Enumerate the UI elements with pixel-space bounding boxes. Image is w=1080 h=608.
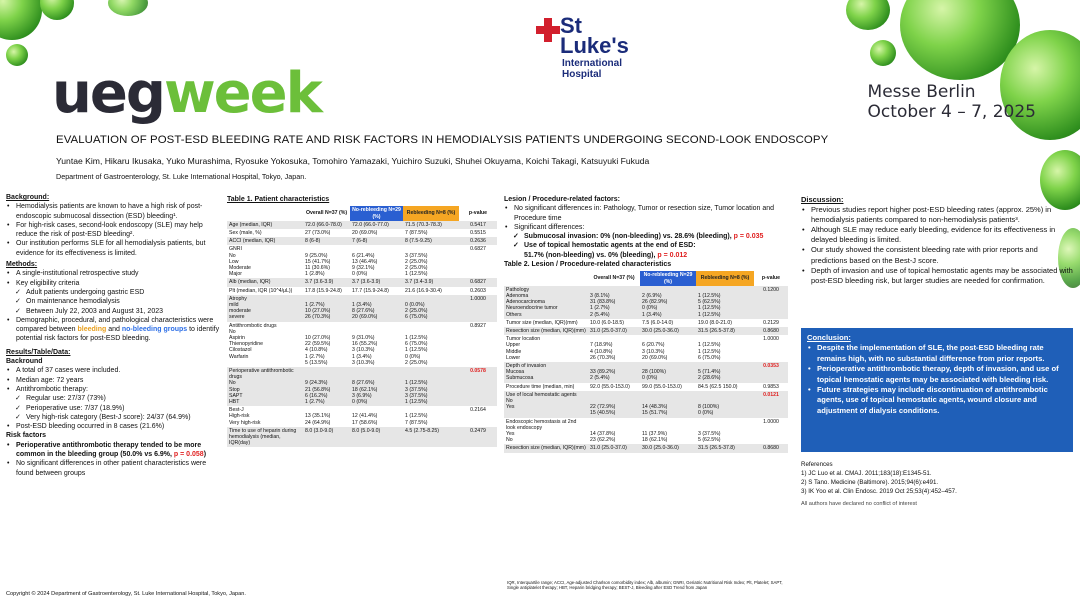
table1-cell: 8 (27.6%) 18 (62.1%) 3 (6.9%) 0 (0%) [350,367,403,406]
no-bleeding-highlight: no-bleeding groups [121,326,188,334]
table2-cell: 0.2129 [763,319,779,326]
table2-cell: 0.0121 [754,391,788,418]
table1-cell: 0.2603 [470,287,486,294]
table1-caption: Table 1. Patient characteristics [227,196,330,203]
venue-city: Messe Berlin [867,82,976,102]
table1-header: Rebleeding N=8 (%) [403,206,459,220]
results-item: • Post-ESD bleeding occurred in 8 cases (21.6%) [6,422,220,431]
results-item: • Median age: 72 years [6,376,220,385]
venue-info [868,82,1036,122]
table1-row [227,406,497,427]
table1-cell: 9 (24.3%) 21 (56.8%) 6 (16.2%) 1 (2.7%) [303,367,350,406]
results-heading: Results/Table/Data: [6,348,71,356]
table2-cell: 8 (100%) 0 (0%) [696,391,754,418]
table2-cell: 11 (37.9%) 18 (62.1%) [642,431,668,444]
left-column [6,193,220,478]
table2-cell: 0.8680 [754,327,788,335]
p-value-highlight: p = 0.058 [173,451,204,459]
conclusion-box [801,328,1073,452]
table2-cell: 1.0000 [763,336,779,343]
table2-cell: Pathology Adenoma Adenocarcinoma Neuroendocrine tumor Others [504,286,588,319]
conclusion-heading: Conclusion: [807,333,851,342]
table1-cell: 72.0 (66.0-77.0) [350,221,403,229]
table1-cell: 0.6827 [470,246,486,253]
background-item: • Our institution performs SLE for all hemodialysis patients, but evidence for its effectiveness is limited. [6,239,220,258]
discussion-heading: Discussion: [801,195,844,204]
table1-cell: 1 (2.7%) 10 (27.0%) 26 (70.3%) [303,295,350,322]
table2-cell: Use of local hemostatic agents No Yes [504,391,588,418]
table1-cell: 13 (35.1%) 24 (64.9%) [305,413,331,426]
table1-cell: 8.0 (3.0-9.0) [303,427,350,448]
decorative-virus-topright-5 [870,40,896,66]
table2-cell: 1 (12.5%) 5 (62.5%) 1 (12.5%) 1 (12.5%) [696,286,754,319]
copyright: Copyright © 2024 Department of Gastroenterology, St. Luke International Hospital, Tokyo, Japan. [6,591,246,597]
table2-row [504,362,788,383]
table1-cell: 1 (12.5%) 3 (37.5%) 3 (37.5%) 1 (12.5%) [403,367,459,406]
decorative-virus-topright-4 [846,0,890,30]
table2-row [504,391,788,418]
table1-cell: 17.8 (15.9-24.8) [305,287,342,294]
table2-header: Overall N=37 (%) [588,271,640,285]
table1-block [227,195,497,447]
table2-cell: 0.1200 [754,286,788,319]
table2-header: p-value [754,271,788,285]
background-heading: Background: [6,194,50,201]
table2-cell: 84.5 (62.5 150.0) [698,383,738,390]
table1-header: Overall N=37 (%) [303,206,350,220]
table2-cell: Resection size (median, IQR)(mm) [504,327,588,335]
table2-cell: Procedure time (median, min) [506,383,575,390]
table2-cell: Tumor location Upper Middle Lower [506,336,541,361]
table1 [227,206,497,447]
discussion-item: • Although SLE may reduce early bleeding, evidence for its effectiveness in delayed bleeding is limited. [801,225,1073,245]
table1-row [227,229,497,237]
reference-item: 3) IK Yoo et al. Clin Endosc. 2019 Oct 25;53(4):452–457. [801,488,957,495]
table2-cell: 19.0 (8.0-21.0) [698,319,733,326]
table1-cell: 1 (12.5%) 6 (75.0%) 1 (12.5%) 0 (0%) 2 (25.0%) [405,334,428,366]
table2-cell: 1.0000 [763,418,779,425]
table1-cell: 7 (87.5%) [405,229,428,236]
table1-cell: 21.6 (16.9-30.4) [405,287,442,294]
table2-row [504,319,788,327]
decorative-virus-topleft-4 [108,0,148,16]
table2 [504,271,788,452]
table2-cell: 33 (89.2%) 2 (5.4%) [588,362,640,383]
table1-row [227,278,497,286]
reference-item: 2) S Tano. Medicine (Baltimore). 2015;94(6):e491. [801,479,939,486]
table2-row [504,327,788,335]
table1-cell: Perioperative antithrombotic drugs No Stop SAPT HBT [227,367,303,406]
methods-subitem: ✓ Between July 22, 2003 and August 31, 2023 [6,307,220,316]
lesion-subitem-cont: 51.7% (non-bleeding) vs. 0% (bleeding), p = 0.012 [524,251,688,259]
lesion-item: • Significant differences: [504,223,796,232]
table1-cell: 3.7 (3.6-3.9) [350,278,403,286]
table1-cell: 7 (6-8) [350,237,403,245]
table2-cell: Resection size (median, IQR)(mm) [504,444,588,452]
table1-row [227,287,497,295]
table2-row [504,335,788,362]
conflict-of-interest: All authors have declared no conflict of interest [801,501,917,507]
methods-heading: Methods: [6,261,38,269]
table1-cell: 9 (25.0%) 15 (41.7%) 11 (30.6%) 1 (2.8%) [305,252,331,278]
table1-cell: 8 (6-8) [303,237,350,245]
table1-cell: 71.5 (70.3-78.3) [403,221,459,229]
table1-cell: 0.2479 [459,427,497,448]
table1-cell: ACCI (median, IQR) [227,237,303,245]
table2-cell: 31.5 (26.5-37.8) [696,444,754,452]
table1-cell: 27 (73.0%) [305,229,331,236]
conclusion-item: • Future strategies may include discontinuation of antithrombotic agents, use of topical hemostatic agents, wound closure and adjustment of dialysis conditions. [807,385,1067,416]
table1-cell: 0.5417 [459,221,497,229]
table2-cell: 1 (12.5%) 1 (12.5%) 6 (75.0%) [698,342,721,361]
table2-cell: 31.0 (25.0-37.0) [588,327,640,335]
table2-cell: 14 (37.8%) 23 (62.2%) [590,431,616,444]
hospital-name-line2: Luke's [560,33,629,58]
decorative-virus-topleft-3 [6,44,28,66]
table2-cell: Endoscopic hemostasis at 2nd look endoscopy Yes No [506,418,577,444]
methods-subitem: ✓ Adult patients undergoing gastric ESD [6,288,220,297]
table1-cell: 0 (0.0%) 2 (25.0%) 6 (75.0%) [403,295,459,322]
table1-cell: 1 (3.4%) 8 (27.6%) 20 (69.0%) [350,295,403,322]
table1-row [227,245,497,278]
table2-cell: 0.8680 [754,444,788,452]
table2-header: No-rebleeding N=29 (%) [640,271,696,285]
table2-cell: 3 (8.1%) 31 (83.8%) 1 (2.7%) 2 (5.4%) [588,286,640,319]
p-value-highlight: p = 0.035 [733,233,764,241]
table2-caption: Table 2. Lesion / Procedure-related characteristics [504,261,672,269]
table2-cell: Depth of invasion Mucosa Submucosa [504,362,588,383]
table2-cell: 5 (71.4%) 2 (28.6%) [696,362,754,383]
poster-affiliation: Department of Gastroenterology, St. Luke International Hospital, Tokyo, Japan. [56,172,307,181]
table1-header: No-rebleeding N=29 (%) [350,206,403,220]
hospital-name-line1: St [560,13,582,38]
methods-item: • A single-institutional retrospective study [6,269,220,278]
methods-item: • Key eligibility criteria [6,279,220,288]
table1-cell: 1 (12.5%) 7 (87.5%) [405,413,428,426]
risk-factors-subheading: Risk factors [6,432,47,440]
table1-cell: 12 (41.4%) 17 (58.6%) [352,413,378,426]
table2-cell: 7.5 (6.0-14.0) [642,319,674,326]
table2-row [504,418,788,445]
table1-cell: 20 (69.0%) [352,229,378,236]
table1-cell: Sex (male, %) [229,229,262,236]
table1-cell: 8.0 (5.0-9.0) [350,427,403,448]
lesion-procedure-heading: Lesion / Procedure-related factors: [504,196,620,203]
results-item: • Antithrombotic therapy: [6,385,220,394]
hospital-sub-line1: International [562,58,623,69]
ueg-week-logo: uegweek [52,61,321,126]
results-subitem: ✓ Regular use: 27/37 (73%) [6,394,220,403]
table1-cell: Atrophy mild moderate severe [227,295,303,322]
table1-cell: 0.8927 [470,322,486,329]
backround-subheading: Backround [6,358,43,366]
discussion-item: • Our study showed the consistent bleeding rate with prior reports and predictions based on the Best-J score. [801,245,1073,265]
table2-cell: 3 (37.5%) 5 (62.5%) [698,431,721,444]
table2-cell: 92.0 (55.0-153.0) [590,383,630,390]
table1-cell: 9 (31.0%) 16 (55.2%) 3 (10.3%) 1 (3.4%) 3 (10.3%) [352,334,378,366]
table2-row [504,383,788,391]
bleeding-highlight: bleeding [77,326,107,334]
table2-header [504,271,588,285]
conclusion-item: • Despite the implementation of SLE, the post-ESD bleeding rate remains high, with no substantial difference from prior reports. [807,343,1067,364]
table2-row [504,286,788,319]
table1-row [227,295,497,322]
table1-cell: 1.0000 [459,295,497,322]
table1-cell: 0.2636 [459,237,497,245]
results-subitem: ✓ Perioperative use: 7/37 (18.9%) [6,404,220,413]
discussion-item: • Depth of invasion and use of topical hemostatic agents may be associated with post-ESD bleeding risk, but larger studies are needed for confirmation. [801,266,1073,286]
table2-cell: 31.0 (25.0-37.0) [588,444,640,452]
table1-cell: Plt (median, IQR (10^4/μL)) [229,287,293,294]
table1-cell: Antithrombotic drugs No Aspirin Thienopyridine Cilostazol Warfarin [229,322,277,360]
table1-cell: 4.5 (2.75-8.25) [403,427,459,448]
table2-cell: 99.0 (55.0-153.0) [642,383,682,390]
table-footnote: IQR, Interquartile range; ACCI, Age-adjusted Charlson comorbidity index; Alb, albumin; GNRI, Geriatric Nutritional Risk Index; Plt, Platelet; SAPT, Single antiplatelet therapy; HBT, Heparin bridging therapy; BEST-J, Bleeding after ESD Trend from Japan [507,580,783,591]
table1-row [227,237,497,245]
st-lukes-hospital-logo [536,12,629,94]
table2-header: Rebleeding N=8 (%) [696,271,754,285]
table1-cell: 0.2164 [470,407,486,414]
table2-cell: 28 (100%) 0 (0%) [640,362,696,383]
table1-cell: 0.5515 [470,229,486,236]
table1-cell: 6 (21.4%) 13 (46.4%) 9 (32.1%) 0 (0%) [352,252,378,278]
poster-authors: Yuntae Kim, Hikaru Ikusaka, Yuko Murashima, Ryosuke Yokosuka, Tomohiro Yamazaki, Yuichiro Suzuki, Shuhei Okuyama, Koichi Takagi, Katsuyuki Fukuda [56,156,650,166]
table1-cell: GNRI No Low Moderate Major [229,246,251,278]
discussion-block [801,195,1073,286]
venue-dates: October 4 – 7, 2025 [867,102,1036,122]
table1-cell: 8 (7.5-9.25) [403,237,459,245]
table1-row [227,367,497,406]
table1-cell: 0.6827 [459,278,497,286]
table2-row [504,444,788,452]
results-item: • A total of 37 cases were included. [6,366,220,375]
poster-title: EVALUATION OF POST-ESD BLEEDING RATE AND RISK FACTORS IN HEMODIALYSIS PATIENTS UNDERGOING SECOND-LOOK ENDOSCOPY [56,134,829,146]
table1-row [227,221,497,229]
decorative-virus-topleft-1 [0,0,42,40]
table2-cell: 30.0 (25.0-36.0) [640,444,696,452]
lesion-procedure-block [504,195,796,453]
table2-cell: 0.9853 [763,383,779,390]
results-subitem: ✓ Very high-risk category (Best-J score): 24/37 (64.9%) [6,413,220,422]
table1-row [227,427,497,448]
risk-factor-item: • No significant differences in other patient characteristics were found between groups [6,459,220,478]
table1-header [227,206,303,220]
table1-cell: Age (median, IQR) [227,221,303,229]
table1-cell: 3 (37.5%) 2 (25.0%) 2 (25.0%) 1 (12.5%) [405,252,428,278]
table2-cell: 7 (18.9%) 4 (10.8%) 26 (70.3%) [590,342,616,361]
decorative-virus-topleft-2 [40,0,74,20]
methods-item-comparison: • Demographic, procedural, and pathological characteristics were compared between bleeding and no-bleeding groups to identify potential risk factors for post-ESD bleeding. [6,316,220,344]
hospital-sub-line2: Hospital [562,69,602,80]
table1-cell: Time to use of heparin during hemodialysis (median, IQR(day) [227,427,303,448]
lesion-subitem: ✓ Use of topical hemostatic agents at the end of ESD: [504,241,796,250]
table2-cell: 2 (6.9%) 26 (82.9%) 0 (0%) 1 (3.4%) [640,286,696,319]
table2-cell: Tumor size (median, IQR)(mm) [506,319,578,326]
table1-header: p-value [459,206,497,220]
lesion-subitem: ✓ Submucosal invasion: 0% (non-bleeding) vs. 28.6% (bleeding), p = 0.035 [504,232,796,241]
methods-subitem: ✓ On maintenance hemodialysis [6,297,220,306]
table1-cell: Alb (median, IQR) [227,278,303,286]
conclusion-item: • Perioperative antithrombotic therapy, depth of invasion, and use of topical hemostatic agents may be associated with bleeding risk. [807,364,1067,385]
table2-cell: 22 (72.9%) 15 (40.5%) [588,391,640,418]
table1-cell: 17.7 (15.9-24.8) [352,287,389,294]
table1-cell: 3.7 (3.6-3.9) [303,278,350,286]
table1-cell: 72.0 (66.0-78.0) [303,221,350,229]
table2-cell: 14 (48.3%) 15 (51.7%) [640,391,696,418]
background-item: • Hemodialysis patients are known to have a high risk of post-endoscopic submucosal dissection (ESD) bleeding¹. [6,202,220,221]
risk-factor-item: • Perioperative antithrombotic therapy tended to be more common in the bleeding group (50.0% vs 6.9%, p = 0.058) [6,441,220,460]
table1-cell: 0.0578 [459,367,497,406]
table2-cell: 30.0 (25.0-36.0) [640,327,696,335]
table2-cell: 0.0353 [754,362,788,383]
table2-cell: 31.5 (26.5-37.8) [696,327,754,335]
table1-cell: 3.7 (3.4-3.9) [403,278,459,286]
table2-cell: 10.0 (6.0-18.5) [590,319,625,326]
references [801,460,1073,509]
table1-row [227,322,497,367]
references-heading: References [801,461,833,468]
lesion-item: • No significant differences in: Pathology, Tumor or resection size, Tumor location and Procedure time [504,204,796,223]
background-item: • For high-risk cases, second-look endoscopy (SLE) may help reduce the risk of post-ESD bleeding². [6,221,220,240]
discussion-item: • Previous studies report higher post-ESD bleeding rates (approx. 25%) in hemodialysis patients compared to non-hemodialysis patients³. [801,205,1073,225]
red-cross-icon [536,18,560,42]
p-value-highlight: p = 0.012 [657,251,688,259]
reference-item: 1) JC Luo et al. CMAJ. 2011;183(18):E1345-51. [801,470,932,477]
table1-cell: 10 (27.0%) 22 (59.5%) 4 (10.8%) 1 (2.7%) 5 (13.5%) [305,334,331,366]
table2-cell: 6 (20.7%) 3 (10.3%) 20 (69.0%) [642,342,668,361]
table1-cell: Best-J High-risk Very high-risk [229,407,261,426]
